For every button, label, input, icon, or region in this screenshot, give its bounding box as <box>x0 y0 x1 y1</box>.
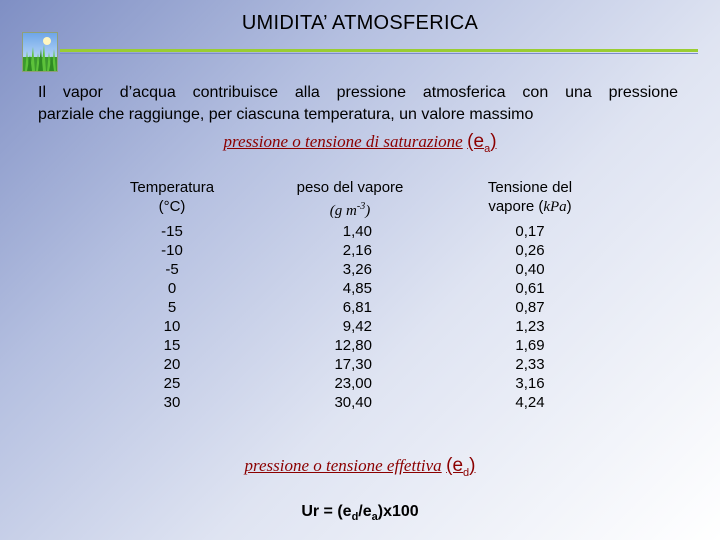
title-underline-shadow <box>60 53 698 54</box>
effective-symbol: $(e_d)$ <box>446 455 476 479</box>
table-cell: 9,42 <box>342 318 372 335</box>
table-cell: 0,40 <box>515 261 545 278</box>
table-cell: 4,24 <box>515 394 545 411</box>
table-cell: -5 <box>165 261 179 278</box>
table-cell: 20 <box>163 356 181 373</box>
column-header-vapor-pressure: Tensione del <box>487 179 573 196</box>
table-cell: 12,80 <box>334 337 372 354</box>
table-cell: 5 <box>167 299 177 316</box>
relative-humidity-formula: $Ur = (e_d/e_a)x100$ <box>301 503 419 524</box>
intro-paragraph <box>38 82 678 126</box>
table-cell: 0 <box>167 280 177 297</box>
table-cell: 25 <box>163 375 181 392</box>
table-cell: -15 <box>161 223 183 240</box>
table-cell: 2,16 <box>342 242 372 259</box>
effective-heading <box>150 455 570 479</box>
intro-line-1: Il vapor d’acqua contribuisce alla pressione atmosferica con una pressione <box>38 84 678 101</box>
table-cell: 3,16 <box>515 375 545 392</box>
column-header-vapor-pressure-2: vapore (kPa) <box>488 198 572 215</box>
table-cell: 1,69 <box>515 337 545 354</box>
column-unit-vapor-pressure: kPa <box>543 199 567 215</box>
grass-landscape-icon <box>22 32 58 72</box>
table-cell: 0,61 <box>515 280 545 297</box>
table-cell: 1,40 <box>342 223 372 240</box>
table-cell: 2,33 <box>515 356 545 373</box>
table-cell: 17,30 <box>334 356 372 373</box>
intro-line-2: parziale che raggiunge, per ciascuna temperatura, un valore massimo <box>38 106 534 123</box>
column-unit-vapor-weight: (g $m^{-3}$) <box>329 201 371 219</box>
column-unit-temperature: (°C) <box>158 198 186 215</box>
effective-label: pressione o tensione effettiva <box>244 456 442 475</box>
table-cell: 0,17 <box>515 223 545 240</box>
title-underline <box>60 49 698 52</box>
column-vapor-pressure <box>455 178 605 411</box>
table-cell: 4,85 <box>342 280 372 297</box>
table-cell: 30,40 <box>334 394 372 411</box>
column-header-temperature: Temperatura <box>129 179 215 196</box>
table-cell: 1,23 <box>515 318 545 335</box>
saturation-label: pressione o tensione di saturazione <box>223 132 463 151</box>
slide-title: UMIDITA’ ATMOSFERICA <box>241 12 479 34</box>
table-cell: 23,00 <box>334 375 372 392</box>
vapor-pressure-values <box>510 222 550 412</box>
column-vapor-weight <box>270 178 430 411</box>
saturation-heading <box>150 131 570 155</box>
column-temperature <box>108 178 236 411</box>
table-cell: 6,81 <box>342 299 372 316</box>
table-cell: 0,87 <box>515 299 545 316</box>
saturation-symbol: $(e_a)$ <box>467 131 497 155</box>
column-header-vapor-weight: peso del vapore <box>296 179 404 196</box>
table-cell: -10 <box>161 242 183 259</box>
vapor-weight-values <box>328 222 372 412</box>
table-cell: 30 <box>163 394 181 411</box>
table-cell: 15 <box>163 337 181 354</box>
table-cell: 3,26 <box>342 261 372 278</box>
table-cell: 10 <box>163 318 181 335</box>
table-cell: 0,26 <box>515 242 545 259</box>
temperature-values <box>108 222 236 412</box>
